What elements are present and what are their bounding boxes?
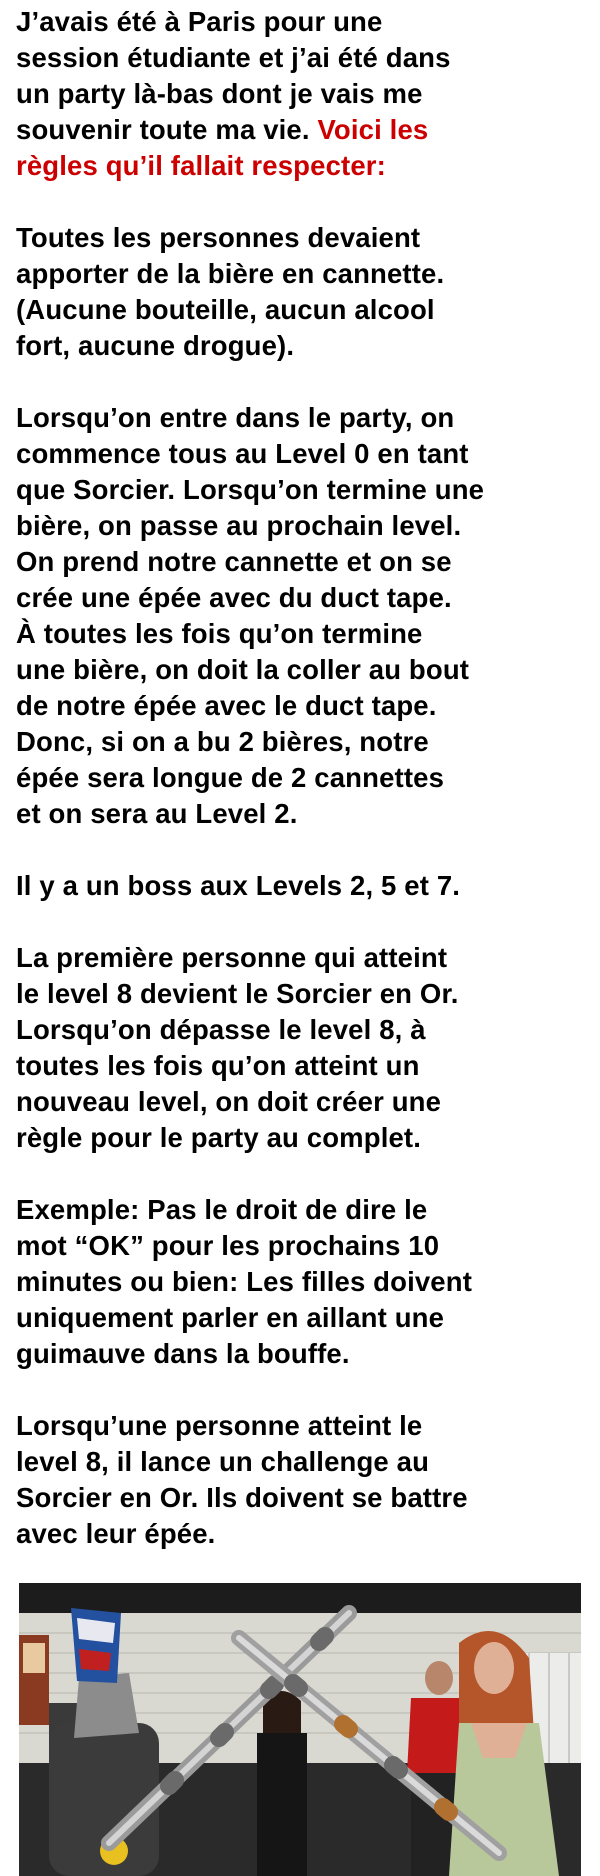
party-photo-illustration (19, 1583, 581, 1876)
intro-paragraph (16, 4, 596, 184)
intro-highlight: Voici les règles qu’il fallait respecter: (16, 114, 429, 181)
person-background (257, 1691, 307, 1876)
rule-paragraph-2: Lorsqu’on entre dans le party, on commence tous au Level 0 en tant que Sorcier. Lorsqu’on termine une bière, on passe au prochain level. On prend notre cannette et on se crée une épée avec du duct tape. À toutes les fois qu’on termine une bière, on doit la coller au bout de notre épée avec le duct tape. Donc, si on a bu 2 bières, notre épée sera longue de 2 cannettes et on sera au Level 2. (16, 402, 485, 829)
rule-paragraph-3: Il y a un boss aux Levels 2, 5 et 7. (16, 870, 461, 901)
party-photo (19, 1583, 581, 1876)
rule-paragraph-6: Lorsqu’une personne atteint le level 8, il lance un challenge au Sorcier en Or. Ils doivent se battre avec leur épée. (16, 1410, 468, 1549)
rule-paragraph-5: Exemple: Pas le droit de dire le mot “OK” pour les prochains 10 minutes ou bien: Les filles doivent uniquement parler en aillant une guimauve dans la bouffe. (16, 1194, 473, 1369)
article (16, 4, 596, 1588)
rule-paragraph-1: Toutes les personnes devaient apporter de la bière en cannette. (Aucune bouteille, aucun alcool fort, aucune drogue). (16, 222, 445, 361)
intro-text: J’avais été à Paris pour une session étudiante et j’ai été dans un party là-bas dont je vais me souvenir toute ma vie. (16, 6, 451, 145)
rule-paragraph-4: La première personne qui atteint le level 8 devient le Sorcier en Or. Lorsqu’on dépasse le level 8, à toutes les fois qu’on atteint un nouveau level, on doit créer une règle pour le party au complet. (16, 942, 459, 1153)
